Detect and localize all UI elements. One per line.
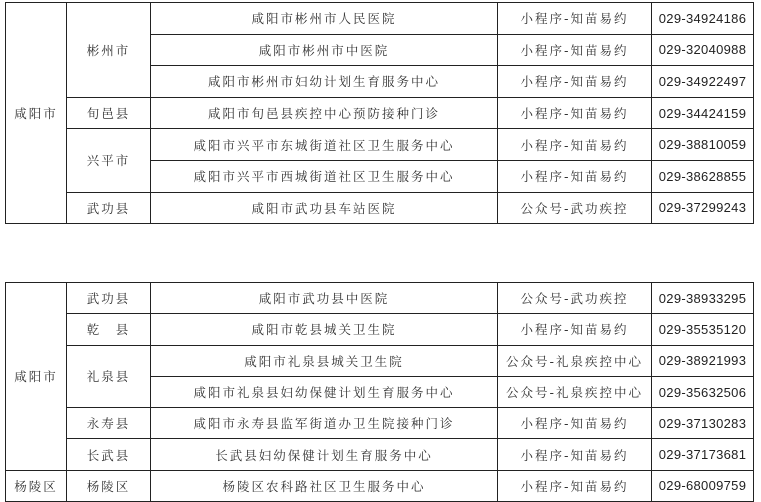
hospital-cell: 咸阳市武功县车站医院 [151,192,498,224]
phone-cell: 029-38933295 [652,283,754,314]
channel-cell: 公众号-武功疾控 [498,283,652,314]
phone-cell: 029-34922497 [652,66,754,98]
phone-cell: 029-34924186 [652,3,754,35]
hospital-cell: 咸阳市彬州市妇幼计划生育服务中心 [151,66,498,98]
phone-cell: 029-37173681 [652,439,754,470]
channel-cell: 小程序-知苗易约 [498,160,652,192]
hospital-cell: 长武县妇幼保健计划生育服务中心 [151,439,498,470]
channel-cell: 小程序-知苗易约 [498,3,652,35]
district-cell: 兴平市 [67,129,151,192]
channel-cell: 小程序-知苗易约 [498,129,652,161]
hospital-cell: 咸阳市兴平市东城街道社区卫生服务中心 [151,129,498,161]
district-cell: 礼泉县 [67,345,151,408]
table-row [6,314,754,345]
table-row [6,129,754,161]
channel-cell: 小程序-知苗易约 [498,439,652,470]
district-cell: 杨陵区 [67,470,151,501]
channel-cell: 公众号-礼泉疾控中心 [498,376,652,407]
table-row [6,3,754,35]
phone-cell: 029-34424159 [652,97,754,129]
table-row [6,470,754,501]
district-cell: 永寿县 [67,408,151,439]
vaccination-sites-table-2 [5,282,754,502]
hospital-cell: 咸阳市永寿县监军街道办卫生院接种门诊 [151,408,498,439]
phone-cell: 029-38810059 [652,129,754,161]
district-cell: 乾 县 [67,314,151,345]
phone-cell: 029-38628855 [652,160,754,192]
table-row [6,192,754,224]
hospital-cell: 杨陵区农科路社区卫生服务中心 [151,470,498,501]
table-row [6,408,754,439]
phone-cell: 029-32040988 [652,34,754,66]
city-cell: 咸阳市 [6,3,67,224]
hospital-cell: 咸阳市乾县城关卫生院 [151,314,498,345]
district-cell: 旬邑县 [67,97,151,129]
hospital-cell: 咸阳市礼泉县妇幼保健计划生育服务中心 [151,376,498,407]
phone-cell: 029-68009759 [652,470,754,501]
vaccination-sites-table-1 [5,2,754,224]
channel-cell: 小程序-知苗易约 [498,470,652,501]
phone-cell: 029-35632506 [652,376,754,407]
district-cell: 武功县 [67,283,151,314]
phone-cell: 029-37130283 [652,408,754,439]
channel-cell: 公众号-武功疾控 [498,192,652,224]
hospital-cell: 咸阳市武功县中医院 [151,283,498,314]
hospital-cell: 咸阳市彬州市人民医院 [151,3,498,35]
channel-cell: 小程序-知苗易约 [498,97,652,129]
table-row [6,97,754,129]
channel-cell: 小程序-知苗易约 [498,314,652,345]
table-row [6,439,754,470]
table-row [6,283,754,314]
hospital-cell: 咸阳市彬州市中医院 [151,34,498,66]
phone-cell: 029-37299243 [652,192,754,224]
district-cell: 武功县 [67,192,151,224]
city-cell: 咸阳市 [6,283,67,471]
city-cell: 杨陵区 [6,470,67,501]
district-cell: 彬州市 [67,3,151,98]
channel-cell: 小程序-知苗易约 [498,34,652,66]
phone-cell: 029-38921993 [652,345,754,376]
district-cell: 长武县 [67,439,151,470]
hospital-cell: 咸阳市礼泉县城关卫生院 [151,345,498,376]
channel-cell: 公众号-礼泉疾控中心 [498,345,652,376]
table-row [6,345,754,376]
hospital-cell: 咸阳市旬邑县疾控中心预防接种门诊 [151,97,498,129]
channel-cell: 小程序-知苗易约 [498,408,652,439]
phone-cell: 029-35535120 [652,314,754,345]
channel-cell: 小程序-知苗易约 [498,66,652,98]
hospital-cell: 咸阳市兴平市西城街道社区卫生服务中心 [151,160,498,192]
